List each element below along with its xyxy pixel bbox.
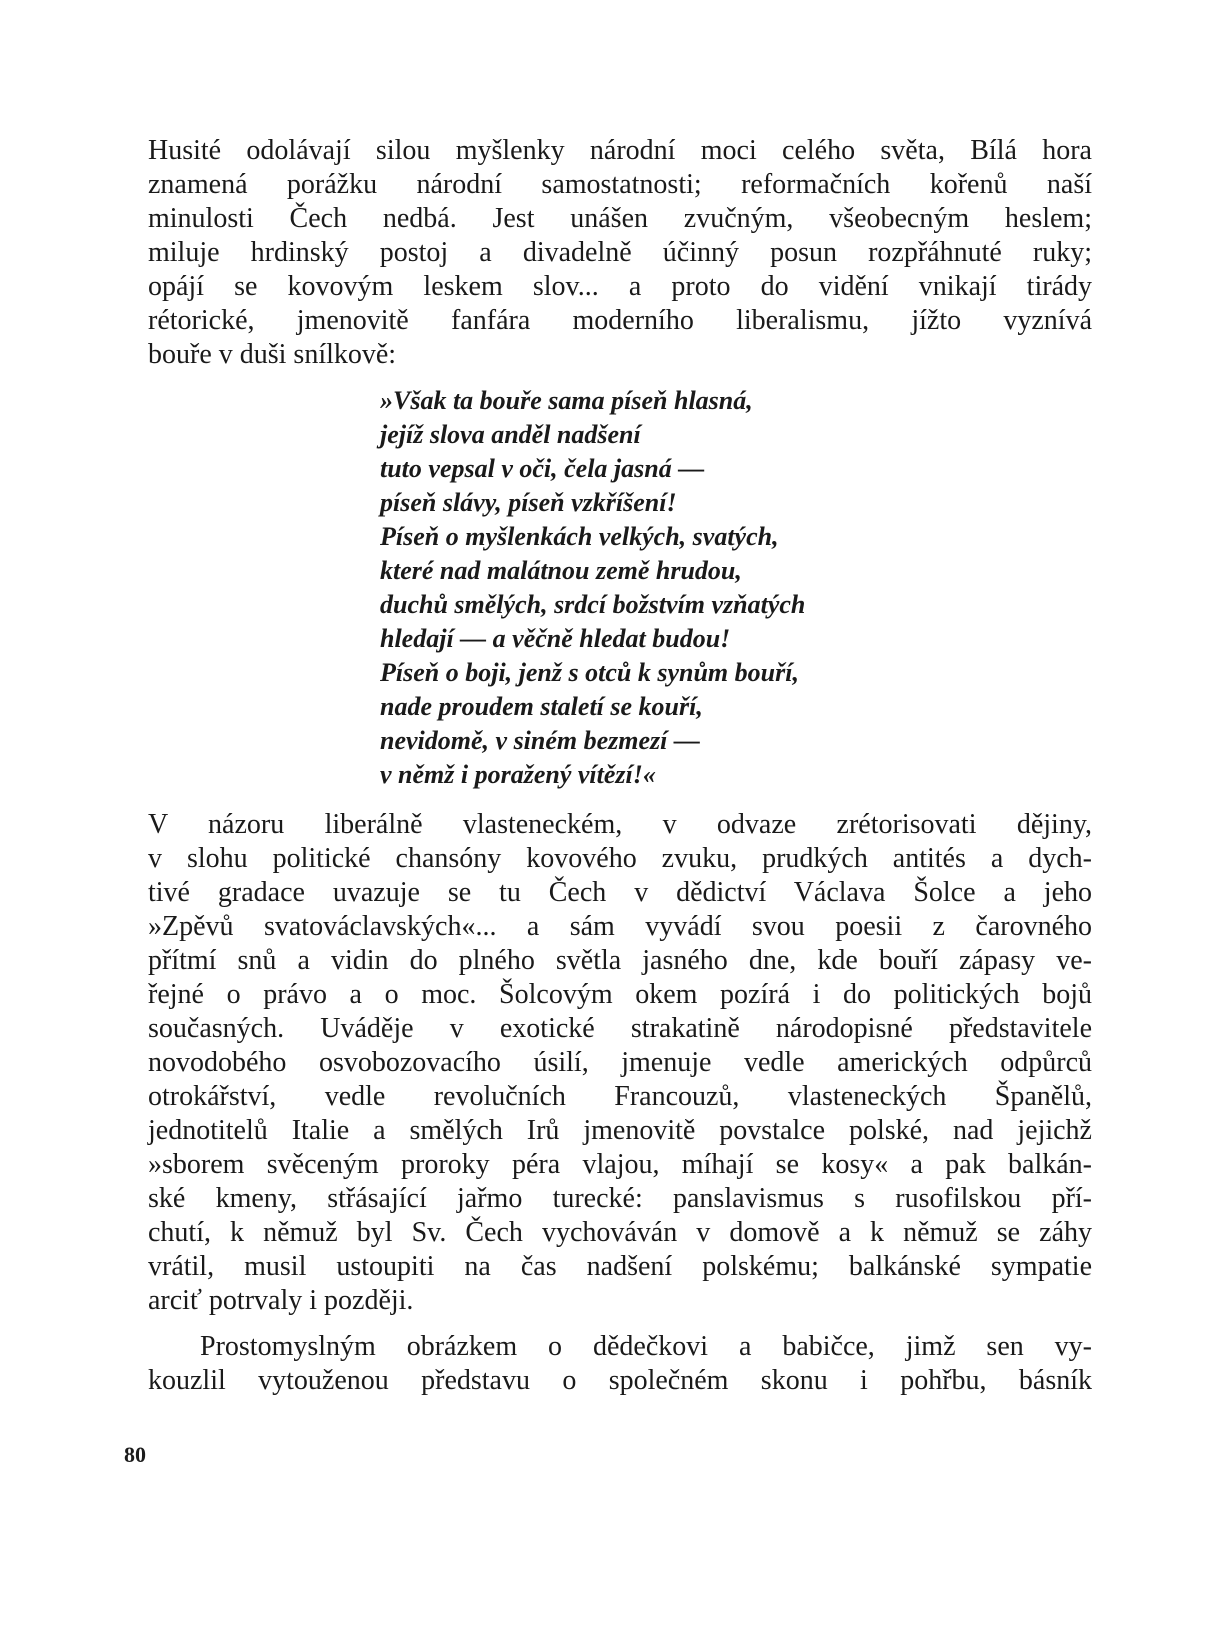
text-line: současných. Uváděje v exotické strakatině národopisné představitele xyxy=(148,1013,1092,1044)
text-line: znamená porážku národní samostatnosti; reformačních kořenů naší xyxy=(148,169,1092,200)
page-number: 80 xyxy=(124,1442,146,1467)
text-line: rétorické, jmenovitě fanfára moderního liberalismu, jížto vyznívá xyxy=(148,305,1092,336)
text-line: tivé gradace uvazuje se tu Čech v dědictví Václava Šolce a jeho xyxy=(148,877,1092,908)
text-line: V názoru liberálně vlasteneckém, v odvaze zrétorisovati dějiny, xyxy=(148,809,1092,840)
text-line: v slohu politické chansóny kovového zvuku, prudkých antités a dych- xyxy=(148,843,1092,874)
verse-line: Píseň o boji, jenž s otců k synům bouří, xyxy=(380,658,799,687)
text-line: kouzlil vytouženou představu o společném skonu i pohřbu, básník xyxy=(148,1365,1092,1396)
text-line: otrokářství, vedle revolučních Francouzů, vlasteneckých Španělů, xyxy=(148,1081,1092,1112)
text-line: jednotitelů Italie a smělých Irů jmenovitě povstalce polské, nad jejichž xyxy=(148,1115,1092,1146)
text-line: chutí, k němuž byl Sv. Čech vychováván v domově a k němuž se záhy xyxy=(148,1217,1092,1248)
text-line: arciť potrvaly i později. xyxy=(148,1285,414,1316)
verse-line: nade proudem staletí se kouří, xyxy=(380,692,703,721)
verse-line: v němž i poražený vítězí!« xyxy=(380,760,656,789)
text-line: vrátil, musil ustoupiti na čas nadšení polskému; balkánské sympatie xyxy=(148,1251,1092,1282)
text-line: bouře v duši snílkově: xyxy=(148,339,397,370)
verse-line: nevidomě, v siném bezmezí — xyxy=(380,726,700,755)
text-line: Husité odolávají silou myšlenky národní moci celého světa, Bílá hora xyxy=(148,135,1092,166)
verse-line: hledají — a věčně hledat budou! xyxy=(380,624,731,653)
text-line: miluje hrdinský postoj a divadelně účinný posun rozpřáhnuté ruky; xyxy=(148,237,1092,268)
text-line: novodobého osvobozovacího úsilí, jmenuje vedle amerických odpůrců xyxy=(148,1047,1092,1078)
verse-line: »Však ta bouře sama píseň hlasná, xyxy=(380,386,753,415)
text-line: Prostomyslným obrázkem o dědečkovi a babičce, jimž sen vy- xyxy=(200,1331,1092,1362)
verse-line: duchů smělých, srdcí božstvím vzňatých xyxy=(380,590,806,619)
verse-line: které nad malátnou země hrudou, xyxy=(380,556,742,585)
verse-line: Píseň o myšlenkách velkých, svatých, xyxy=(380,522,779,551)
text-line: řejné o právo a o moc. Šolcovým okem pozírá i do politických bojů xyxy=(148,979,1092,1010)
verse-line: píseň slávy, píseň vzkříšení! xyxy=(380,488,677,517)
text-line: opájí se kovovým leskem slov... a proto do vidění vnikají tirády xyxy=(148,271,1092,302)
text-line: »sborem svěceným proroky péra vlajou, míhají se kosy« a pak balkán- xyxy=(148,1149,1092,1180)
text-line: »Zpěvů svatováclavských«... a sám vyvádí svou poesii z čarovného xyxy=(148,911,1092,942)
text-line: přítmí snů a vidin do plného světla jasného dne, kde bouří zápasy ve- xyxy=(148,945,1092,976)
text-line: ské kmeny, střásající jařmo turecké: panslavismus s rusofilskou pří- xyxy=(148,1183,1092,1214)
verse-line: tuto vepsal v oči, čela jasná — xyxy=(380,454,705,483)
text-line: minulosti Čech nedbá. Jest unášen zvučným, všeobecným heslem; xyxy=(148,203,1092,234)
verse-line: jejíž slova anděl nadšení xyxy=(380,420,641,449)
